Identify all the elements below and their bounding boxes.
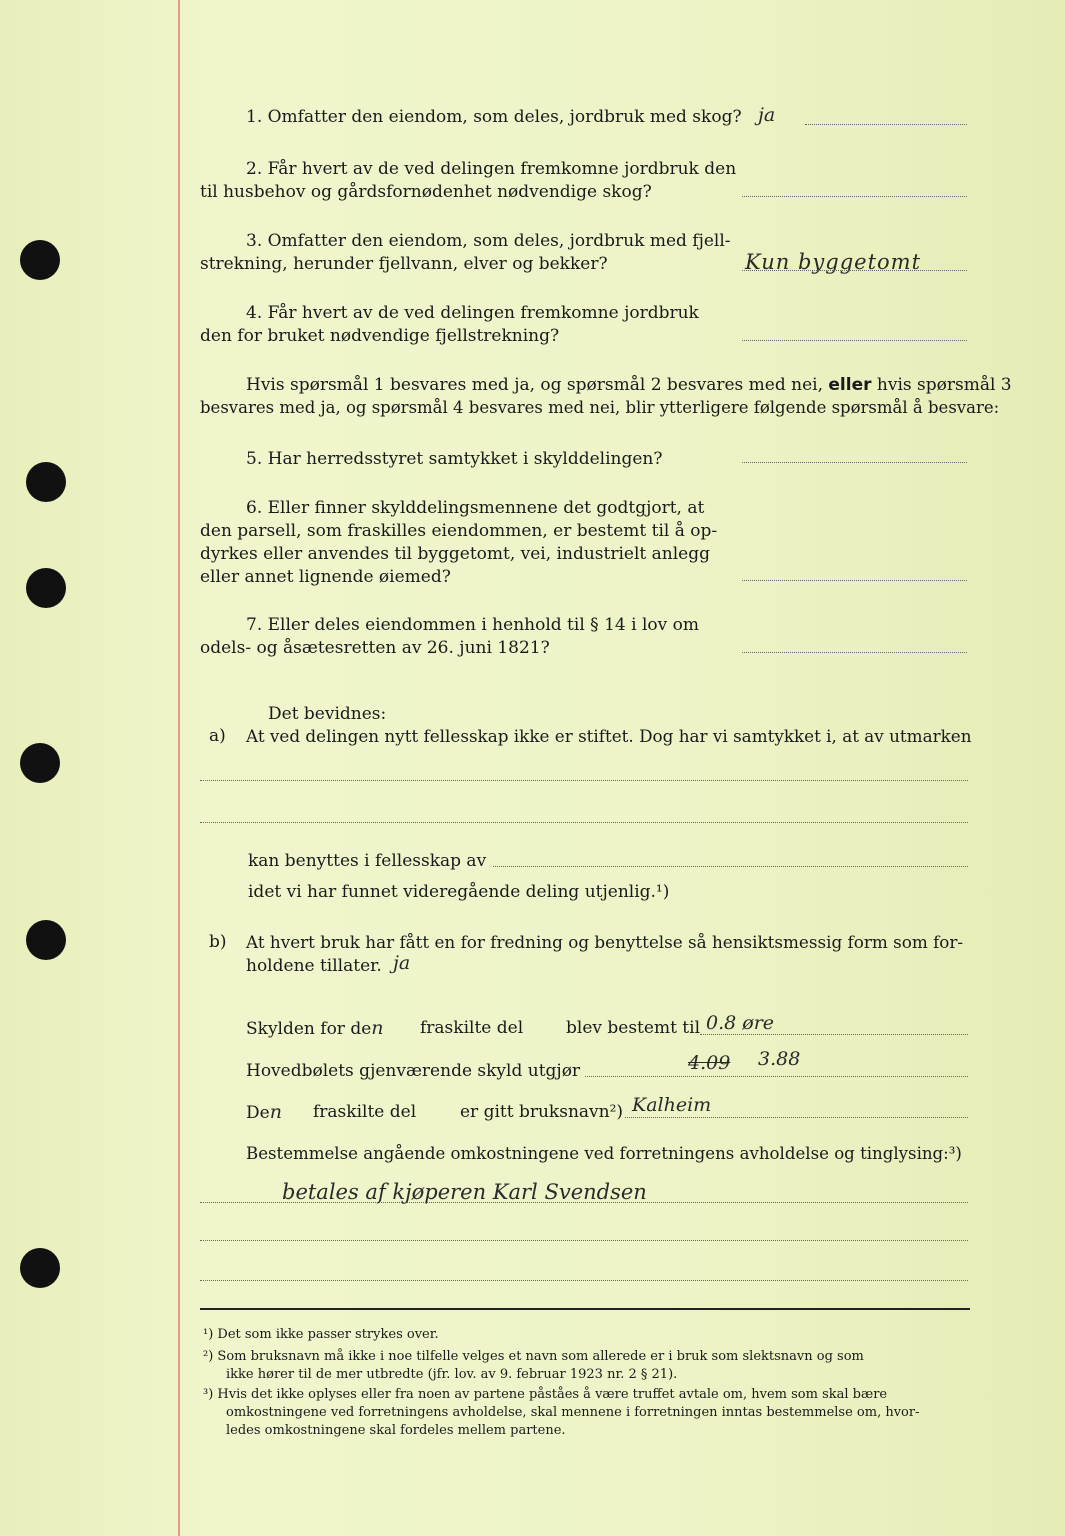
- question-3-line2: strekning, herunder fjellvann, elver og bekker?: [200, 254, 608, 274]
- skyld-line1-b: fraskilte del: [420, 1018, 524, 1038]
- question-3-line1: 3. Omfatter den eiendom, som deles, jordbruk med fjell-: [246, 231, 731, 251]
- footnote-3-line1: ³) Hvis det ikke oplyses eller fra noen av partene påståes å være truffet avtale om, hvem som skal bære: [203, 1387, 888, 1402]
- intro-line1: [246, 374, 1012, 396]
- certification-b-line2: holdene tillater.: [246, 956, 382, 976]
- skyld-line3-b: fraskilte del: [313, 1102, 417, 1122]
- answer-line: [742, 462, 967, 463]
- blank-line: [200, 1240, 968, 1241]
- question-6-line1: 6. Eller finner skylddelingsmennene det godtgjort, at: [246, 498, 705, 518]
- answer-line: [625, 1117, 968, 1118]
- marker-a: a): [209, 726, 226, 746]
- footnote-1: ¹) Det som ikke passer strykes over.: [203, 1327, 439, 1342]
- skyld-line3: [246, 1101, 282, 1124]
- answer-1: ja: [758, 104, 776, 126]
- punch-hole: [20, 1248, 60, 1288]
- answer-line: [700, 1034, 968, 1035]
- skyld-line3-c: er gitt bruksnavn²): [460, 1102, 624, 1122]
- blank-line: [493, 866, 968, 867]
- question-6-line2: den parsell, som fraskilles eiendommen, er bestemt til å op-: [200, 521, 718, 541]
- punch-hole: [26, 568, 66, 608]
- punch-hole: [26, 462, 66, 502]
- intro-text-b: hvis spørsmål 3: [876, 375, 1012, 395]
- punch-hole: [26, 920, 66, 960]
- question-2-line2: til husbehov og gårdsfornødenhet nødvendige skog?: [200, 182, 652, 202]
- answer-line: [585, 1076, 968, 1077]
- answer-line: [742, 270, 967, 271]
- skyld-line3-a: De: [246, 1103, 270, 1123]
- skyld-line1-hw: n: [371, 1017, 384, 1039]
- skyld-line1: [246, 1017, 384, 1040]
- question-7-line2: odels- og åsætesretten av 26. juni 1821?: [200, 638, 550, 658]
- skyld-answer-3: Kalheim: [632, 1094, 712, 1116]
- skyld-answer-2: 3.88: [758, 1048, 801, 1070]
- skyld-struck-value: 4.09: [688, 1052, 731, 1074]
- footnote-3-line3: ledes omkostningene skal fordeles mellem partene.: [226, 1423, 566, 1438]
- skyld-line3-hw: n: [269, 1101, 282, 1123]
- answer-3: Kun byggetomt: [745, 250, 922, 274]
- marker-b: b): [209, 932, 227, 952]
- footnote-rule: [200, 1308, 970, 1310]
- blank-line: [200, 1202, 968, 1203]
- certification-b-line1: At hvert bruk har fått en for fredning og benyttelse så hensiktsmessig form som for-: [246, 932, 964, 952]
- answer-line: [742, 196, 967, 197]
- answer-line: [805, 124, 967, 125]
- skyld-line1-c: blev bestemt til: [566, 1018, 701, 1038]
- skyld-line1-a: Skylden for de: [246, 1019, 372, 1039]
- question-1: 1. Omfatter den eiendom, som deles, jordbruk med skog?: [246, 107, 742, 127]
- question-6-line3: dyrkes eller anvendes til byggetomt, vei, industrielt anlegg: [200, 544, 710, 564]
- certification-a-use: kan benyttes i fellesskap av: [248, 851, 487, 871]
- question-6-line4: eller annet lignende øiemed?: [200, 567, 451, 587]
- blank-line: [200, 1280, 968, 1281]
- blank-line: [200, 822, 968, 823]
- intro-text-a: Hvis spørsmål 1 besvares med ja, og spørsmål 2 besvares med nei,: [246, 375, 823, 395]
- answer-line: [742, 580, 967, 581]
- question-2-line1: 2. Får hvert av de ved delingen fremkomne jordbruk den: [246, 159, 737, 179]
- punch-hole: [20, 240, 60, 280]
- skyld-line4: Bestemmelse angående omkostningene ved forretningens avholdelse og tinglysing:³): [246, 1144, 962, 1163]
- certification-a-text: At ved delingen nytt fellesskap ikke er stiftet. Dog har vi samtykket i, at av utmarken: [246, 726, 972, 746]
- margin-line: [178, 0, 180, 1536]
- answer-line: [742, 652, 967, 653]
- answer-b: ja: [393, 952, 411, 974]
- intro-bold: eller: [828, 375, 872, 395]
- footnote-2-line2: ikke hører til de mer utbredte (jfr. lov. av 9. februar 1923 nr. 2 § 21).: [226, 1367, 678, 1382]
- skyld-line2: Hovedbølets gjenværende skyld utgjør: [246, 1061, 581, 1081]
- answer-line: [742, 340, 967, 341]
- certification-a-reason: idet vi har funnet videregående deling utjenlig.¹): [248, 882, 670, 902]
- footnote-2-line1: ²) Som bruksnavn må ikke i noe tilfelle velges et navn som allerede er i bruk som slektsnavn og som: [203, 1349, 864, 1364]
- question-7-line1: 7. Eller deles eiendommen i henhold til § 14 i lov om: [246, 615, 699, 635]
- question-4-line1: 4. Får hvert av de ved delingen fremkomne jordbruk: [246, 303, 699, 323]
- skyld-answer-4: betales af kjøperen Karl Svendsen: [282, 1180, 647, 1204]
- skyld-answer-1: 0.8 øre: [706, 1012, 775, 1034]
- question-4-line2: den for bruket nødvendige fjellstrekning?: [200, 326, 560, 346]
- blank-line: [200, 780, 968, 781]
- footnote-3-line2: omkostningene ved forretningens avholdelse, skal mennene i forretningen inntas bestemmelse om, hvor-: [226, 1405, 920, 1420]
- punch-hole: [20, 743, 60, 783]
- question-5: 5. Har herredsstyret samtykket i skylddelingen?: [246, 449, 663, 469]
- intro-line2: besvares med ja, og spørsmål 4 besvares med nei, blir ytterligere følgende spørsmål å besvare:: [200, 398, 1000, 417]
- certification-heading: Det bevidnes:: [268, 704, 387, 724]
